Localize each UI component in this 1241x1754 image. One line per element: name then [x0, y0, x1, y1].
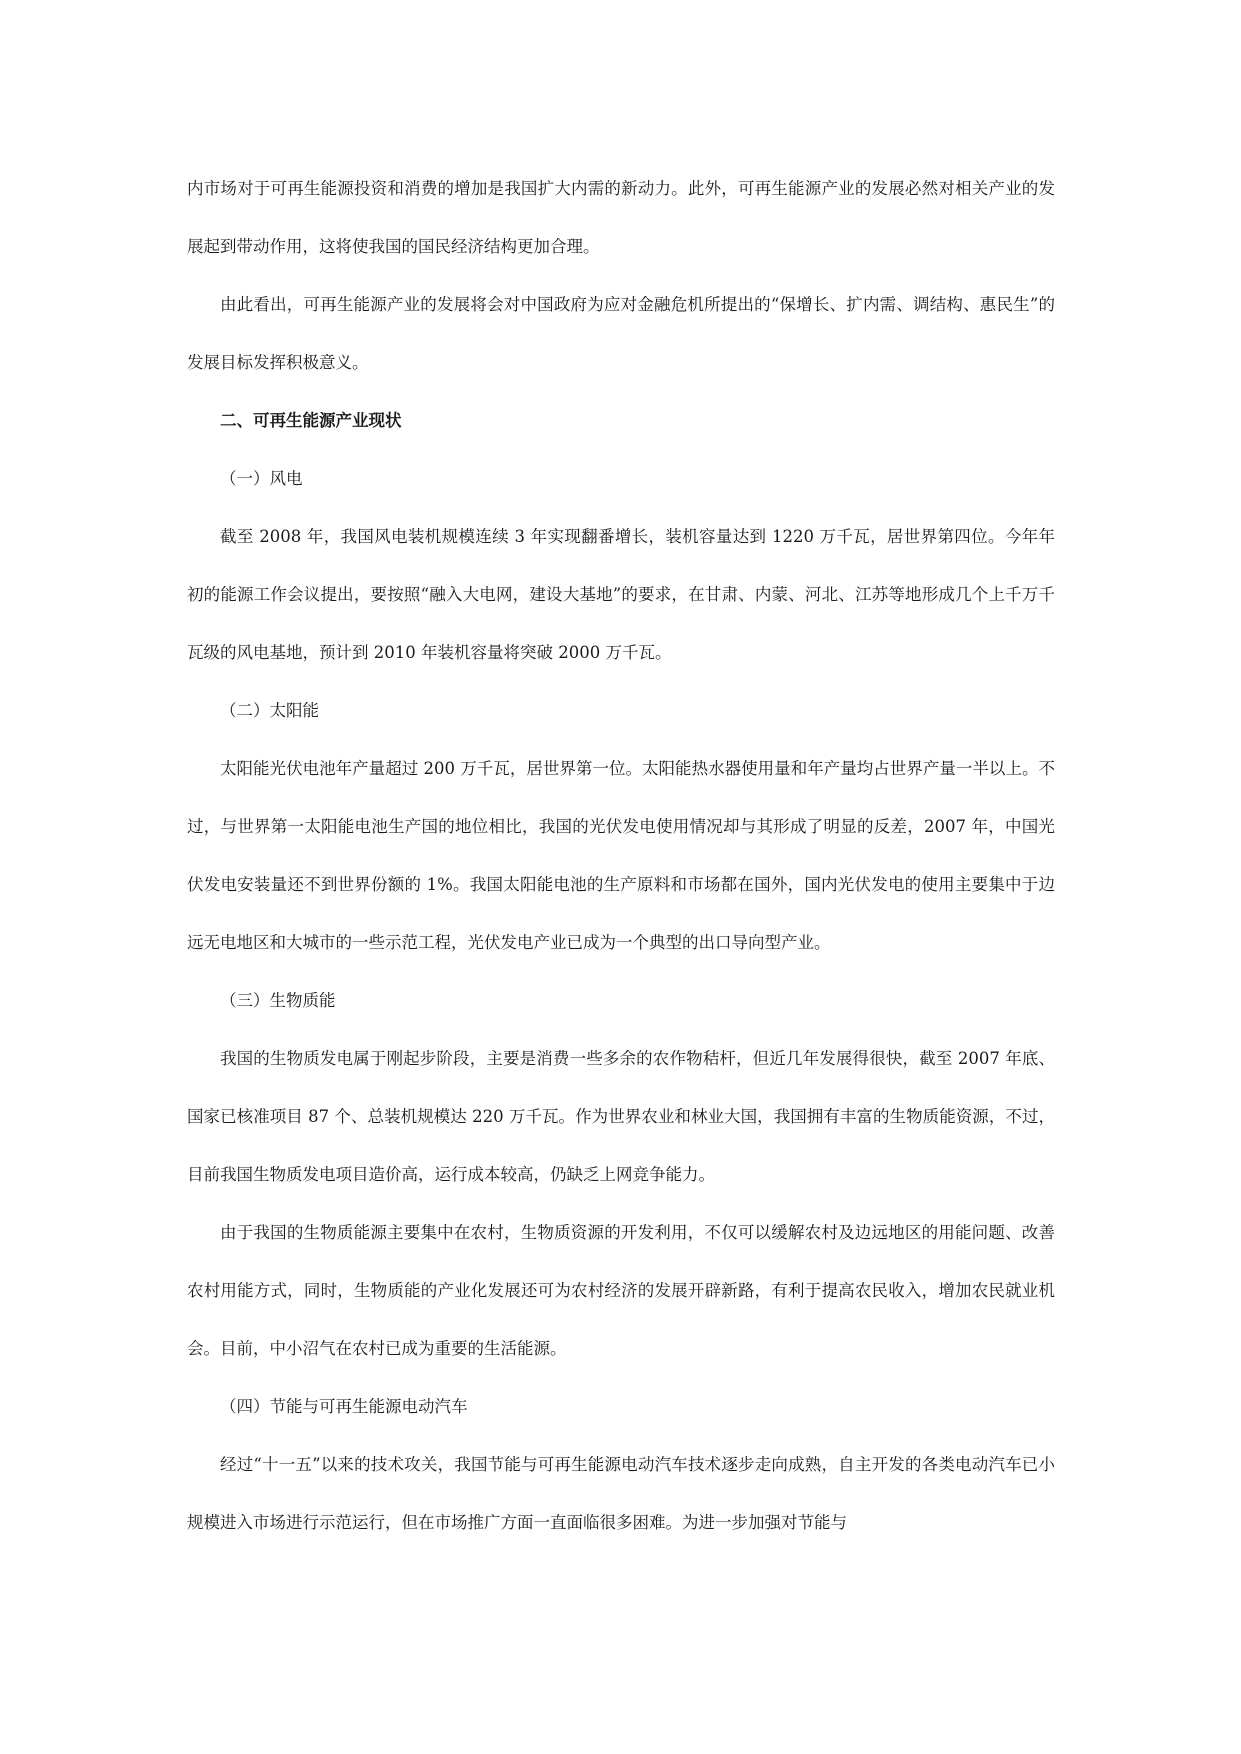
document-body [187, 160, 1055, 1552]
subheading-biomass: （三）生物质能 [220, 991, 336, 1010]
section-heading-industry-status: 二、可再生能源产业现状 [220, 411, 402, 430]
subheading-wind-power: （一）风电 [220, 469, 303, 488]
paragraph-solar: 太阳能光伏电池年产量超过 200 万千瓦，居世界第一位。太阳能热水器使用量和年产量均占世界产量一半以上。不过，与世界第一太阳能电池生产国的地位相比，我国的光伏发电使用情况却与其形成了明显的反差，2007 年，中国光伏发电安装量还不到世界份额的 1%。我国太阳能电池的生产原料和市场都在国外，国内光伏发电的使用主要集中于边远无电地区和大城市的一些示范工程，光伏发电产业已成为一个典型的出口导向型产业。 [187, 759, 1055, 952]
paragraph-policy-goals: 由此看出，可再生能源产业的发展将会对中国政府为应对金融危机所提出的“保增长、扩内需、调结构、惠民生”的发展目标发挥积极意义。 [187, 295, 1055, 372]
subheading-electric-vehicles: （四）节能与可再生能源电动汽车 [220, 1397, 468, 1416]
paragraph-electric-vehicles: 经过“十一五”以来的技术攻关，我国节能与可再生能源电动汽车技术逐步走向成熟，自主开发的各类电动汽车已小规模进入市场进行示范运行，但在市场推广方面一直面临很多困难。为进一步加强对节能与 [187, 1455, 1055, 1532]
paragraph-domestic-market: 内市场对于可再生能源投资和消费的增加是我国扩大内需的新动力。此外，可再生能源产业的发展必然对相关产业的发展起到带动作用，这将使我国的国民经济结构更加合理。 [187, 179, 1055, 256]
paragraph-biomass-power: 我国的生物质发电属于刚起步阶段，主要是消费一些多余的农作物秸杆，但近几年发展得很快，截至 2007 年底、国家已核准项目 87 个、总装机规模达 220 万千瓦。作为世界农业和林业大国，我国拥有丰富的生物质能资源，不过，目前我国生物质发电项目造价高，运行成本较高，仍缺乏上网竞争能力。 [187, 1049, 1055, 1184]
paragraph-wind-power: 截至 2008 年，我国风电装机规模连续 3 年实现翻番增长，装机容量达到 1220 万千瓦，居世界第四位。今年年初的能源工作会议提出，要按照“融入大电网，建设大基地”的要求，在甘肃、内蒙、河北、江苏等地形成几个上千万千瓦级的风电基地，预计到 2010 年装机容量将突破 2000 万千瓦。 [187, 527, 1055, 662]
subheading-solar: （二）太阳能 [220, 701, 319, 720]
paragraph-biomass-rural: 由于我国的生物质能源主要集中在农村，生物质资源的开发利用，不仅可以缓解农村及边远地区的用能问题、改善农村用能方式，同时，生物质能的产业化发展还可为农村经济的发展开辟新路，有利于提高农民收入，增加农民就业机会。目前，中小沼气在农村已成为重要的生活能源。 [187, 1223, 1055, 1358]
